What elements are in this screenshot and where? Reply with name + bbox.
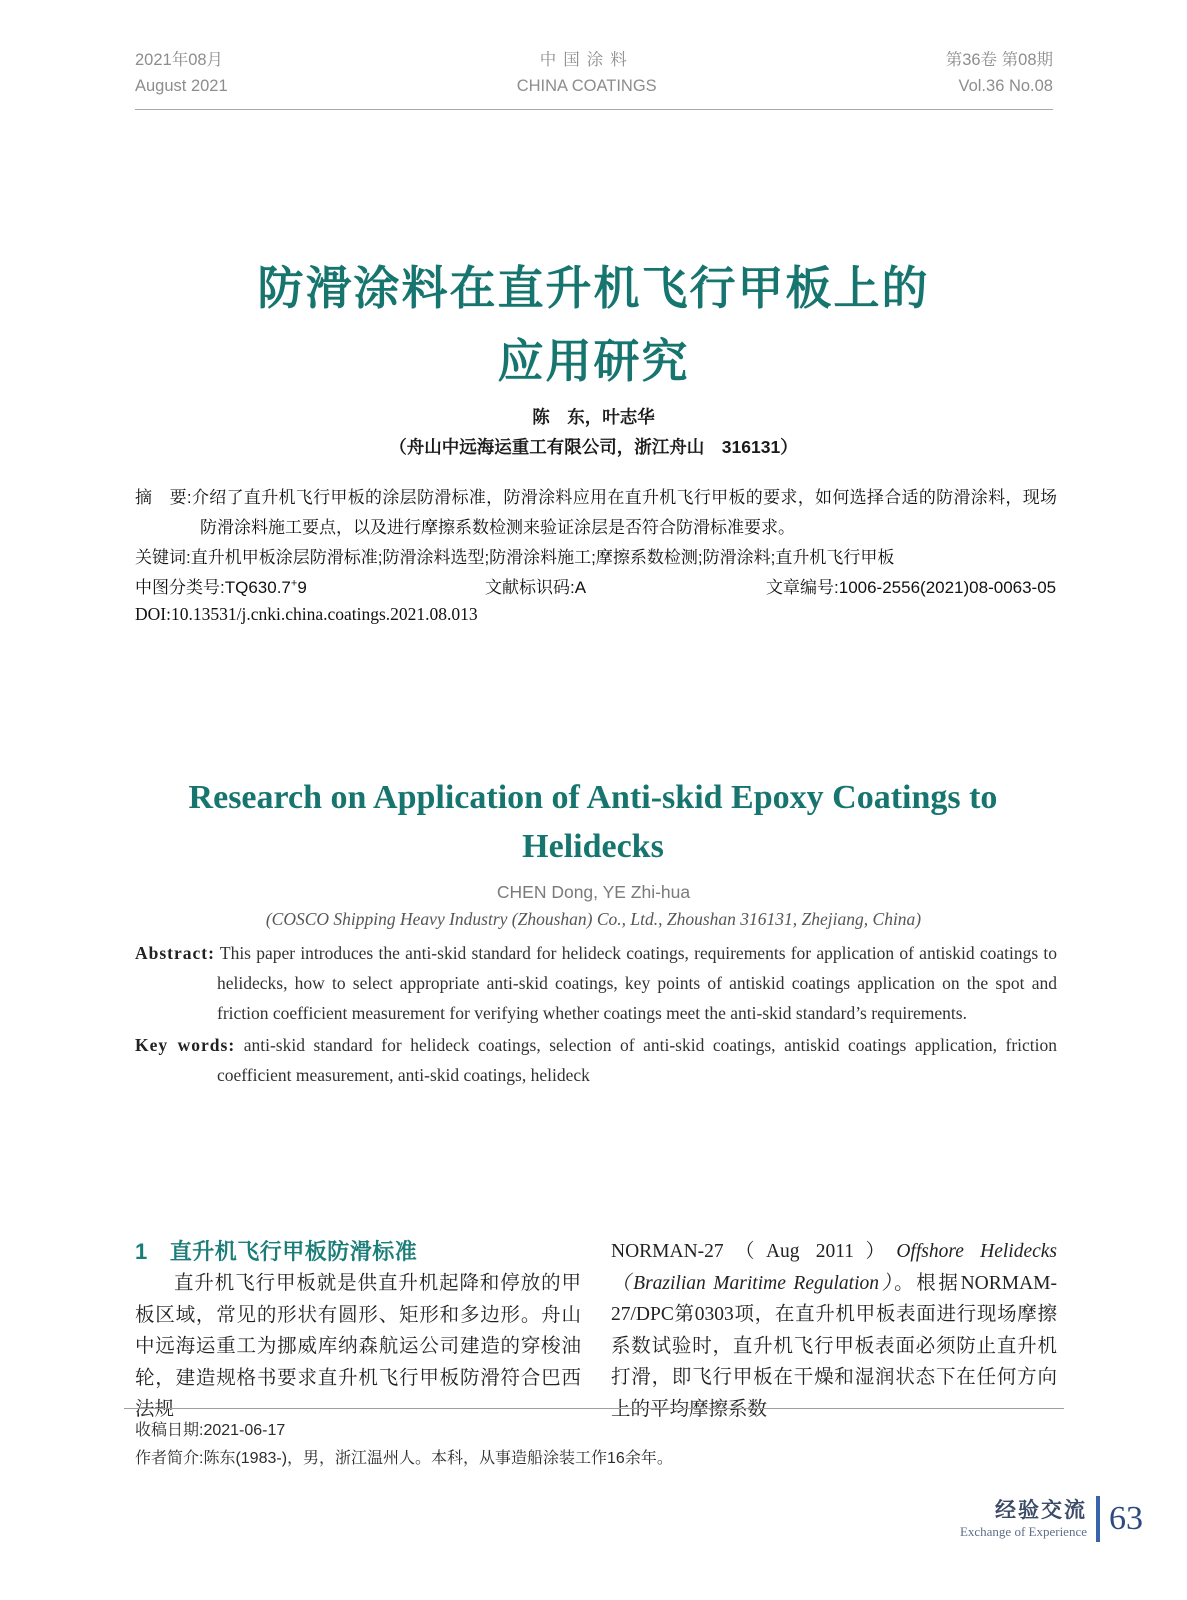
clc-label: 中图分类号: bbox=[135, 578, 225, 597]
abstract-cn-label: 摘 要: bbox=[135, 488, 192, 507]
keywords-cn bbox=[135, 543, 1057, 573]
abstract-cn bbox=[135, 483, 1057, 543]
author-bio: 作者简介:陈东(1983-)，男，浙江温州人。本科，从事造船涂装工作16余年。 bbox=[135, 1450, 673, 1467]
meta-row bbox=[135, 573, 1057, 598]
abstract-en-text: This paper introduces the anti-skid standard for helideck coatings, requirements for application of antiskid coatings to helidecks, how to select appropriate anti-skid coatings, key points of antiskid coatings application on the spot and friction coefficient measurement for verifying whether coatings meet the anti-skid standard’s requirements. bbox=[217, 943, 1057, 1023]
footnotes bbox=[124, 1408, 1064, 1473]
keywords-cn-label: 关键词: bbox=[135, 548, 191, 567]
right-seg3: 。根据NORMAM-27/DPC第0303项，在直升机甲板表面进行现场摩擦系数试验时，直升机飞行甲板表面必须防止直升机打滑，即飞行甲板在干燥和湿润状态下在任何方向上的平均摩擦系数 bbox=[611, 1272, 1058, 1420]
article-id bbox=[766, 573, 1057, 598]
header-issue-date bbox=[135, 48, 228, 99]
right-seg2-italic: Offshore Helidecks（Brazilian Maritime Regulation） bbox=[611, 1241, 1058, 1294]
article-id-value: 1006-2556(2021)08-0063-05 bbox=[838, 578, 1057, 597]
clc-superscript: + bbox=[290, 577, 298, 590]
abstract-en-label: Abstract: bbox=[135, 943, 215, 963]
article-id-label: 文章编号: bbox=[766, 578, 839, 597]
document-code-label: 文献标识码: bbox=[485, 578, 575, 597]
clc-value: TQ630.7 bbox=[224, 578, 291, 597]
left-column bbox=[135, 1236, 581, 1426]
journal-name-cn: 中国涂料 bbox=[539, 51, 634, 69]
page-number: 63 bbox=[1109, 1500, 1143, 1537]
volume-issue-en: Vol.36 No.08 bbox=[958, 76, 1053, 95]
section-1-paragraph-left: 直升机飞行甲板就是供直升机起降和停放的甲板区域，常见的形状有圆形、矩形和多边形。舟山中远海运重工为挪威库纳森航运公司建造的穿梭油轮，建造规格书要求直升机飞行甲板防滑符合巴西法规 bbox=[135, 1273, 581, 1420]
abstract-en bbox=[135, 938, 1057, 1028]
authors-cn: 陈 东，叶志华 bbox=[532, 407, 655, 427]
header-volume-issue bbox=[946, 48, 1053, 99]
volume-issue-cn: 第36卷 第08期 bbox=[945, 51, 1053, 69]
journal-name-en: CHINA COATINGS bbox=[516, 76, 657, 95]
footer-column-cn: 经验交流 bbox=[995, 1498, 1087, 1522]
section-1-paragraph-right bbox=[611, 1236, 1057, 1425]
affiliation-cn: （舟山中远海运重工有限公司，浙江舟山 316131） bbox=[389, 437, 798, 457]
footer-divider-bar bbox=[1096, 1496, 1100, 1542]
keywords-en bbox=[135, 1030, 1057, 1090]
footer-column-en: Exchange of Experience bbox=[959, 1523, 1087, 1539]
footer-tag bbox=[960, 1496, 1143, 1542]
document-code-value: A bbox=[574, 578, 587, 597]
section-1-heading bbox=[135, 1236, 581, 1268]
doi: DOI:10.13531/j.cnki.china.coatings.2021.08.013 bbox=[135, 604, 478, 624]
issue-date-en: August 2021 bbox=[135, 76, 228, 95]
clc-number bbox=[135, 573, 485, 598]
footer-column-labels bbox=[960, 1499, 1087, 1540]
authors-en: CHEN Dong, YE Zhi-hua bbox=[496, 882, 691, 902]
keywords-en-text: anti-skid standard for helideck coatings, selection of anti-skid coatings, antiskid coatings application, friction coefficient measurement, anti-skid coatings, helideck bbox=[217, 1035, 1058, 1085]
keywords-en-label: Key words: bbox=[135, 1035, 236, 1055]
abstract-cn-text: 介绍了直升机飞行甲板的涂层防滑标准，防滑涂料应用在直升机飞行甲板的要求，如何选择合适的防滑涂料，现场防滑涂料施工要点，以及进行摩擦系数检测来验证涂层是否符合防滑标准要求。 bbox=[191, 488, 1057, 537]
received-date: 收稿日期:2021-06-17 bbox=[135, 1422, 286, 1439]
keywords-cn-text: 直升机甲板涂层防滑标准;防滑涂料选型;防滑涂料施工;摩擦系数检测;防滑涂料;直升机飞行甲板 bbox=[190, 548, 895, 567]
article-title-cn-line1: 防滑涂料在直升机飞行甲板上的 bbox=[257, 262, 930, 314]
article-title-cn-line2: 应用研究 bbox=[497, 334, 690, 387]
document-code bbox=[485, 573, 766, 598]
right-seg1: NORMAN-27（Aug 2011） bbox=[611, 1241, 897, 1262]
section-1-title: 直升机飞行甲板防滑标准 bbox=[169, 1239, 418, 1264]
right-column bbox=[611, 1236, 1057, 1426]
section-1-number: 1 bbox=[135, 1239, 148, 1264]
body-columns bbox=[135, 1236, 1057, 1426]
affiliation-en: (COSCO Shipping Heavy Industry (Zhoushan) Co., Ltd., Zhoushan 316131, Zhejiang, China) bbox=[265, 909, 922, 929]
article-title-cn bbox=[0, 252, 1187, 397]
issue-date-cn: 2021年08月 bbox=[135, 51, 224, 69]
clc-tail: 9 bbox=[297, 578, 307, 597]
article-title-en: Research on Application of Anti-skid Epoxy Coatings to Helidecks bbox=[188, 779, 998, 866]
header-journal-name bbox=[517, 48, 657, 99]
journal-header bbox=[135, 48, 1053, 110]
